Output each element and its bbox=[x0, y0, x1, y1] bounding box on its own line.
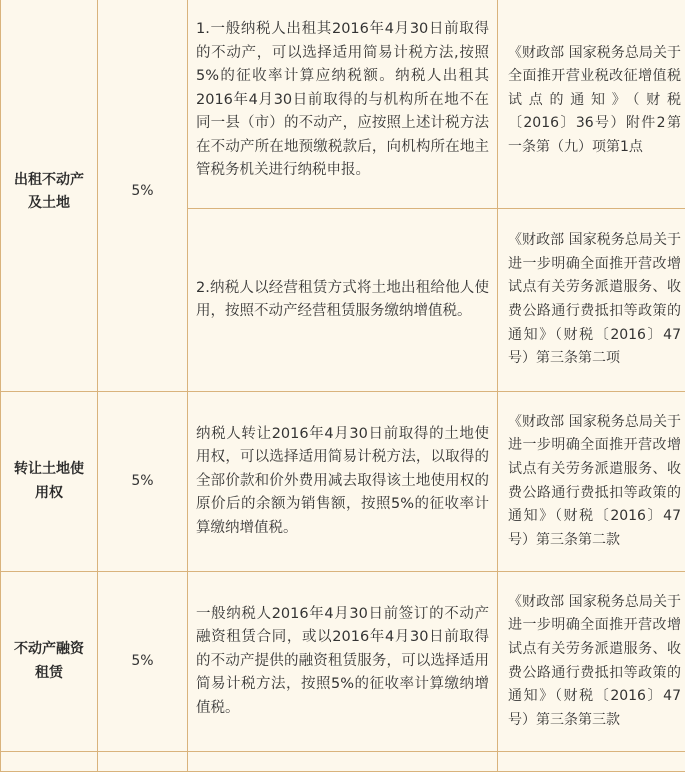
description-cell bbox=[188, 209, 498, 392]
description-text: 一般纳税人2016年4月30日前签订的不动产融资租赁合同，或以2016年4月30日前取得的不动产提供的融资租赁服务，可以选择适用简易计税方法，按照5%的征收率计算缴纳增值税。 bbox=[196, 603, 489, 721]
description-text: 1.一般纳税人出租其2016年4月30日前取得的不动产，可以选择适用简易计税方法,按照5%的征收率计算应纳税额。纳税人出租其2016年4月30日前取得的与机构所在地不在同一县（市）的不动产，应按照上述计税方法在不动产所在地预缴税款后，向机构所在地主管税务机关进行纳税申报。 bbox=[196, 18, 489, 183]
table-row bbox=[1, 0, 685, 209]
policy-basis-text: 《财政部 国家税务总局关于进一步明确全面推开营改增试点有关劳务派遣服务、收费公路通行费抵扣等政策的通知》（财税〔2016〕47号）第三条第二款 bbox=[508, 411, 681, 553]
policy-basis-cell bbox=[498, 0, 685, 209]
policy-basis-text: 《财政部 国家税务总局关于进一步明确全面推开营改增试点有关劳务派遣服务、收费公路通行费抵扣等政策的通知》（财税〔2016〕47号）第三条第三款 bbox=[508, 591, 681, 733]
rate-value: 5% bbox=[131, 653, 153, 669]
item-name: 转让土地使用权 bbox=[9, 458, 89, 505]
rate-cell bbox=[98, 572, 188, 752]
table-row bbox=[1, 392, 685, 572]
item-cell bbox=[1, 392, 98, 572]
description-cell bbox=[188, 0, 498, 209]
item-cell bbox=[1, 572, 98, 752]
description-text: 纳税人转让2016年4月30日前取得的土地使用权，可以选择适用简易计税方法，以取得的全部价款和价外费用减去取得该土地使用权的原价后的余额为销售额，按照5%的征收率计算缴纳增值税。 bbox=[196, 423, 489, 541]
rate-cell bbox=[98, 392, 188, 572]
description-cell bbox=[188, 572, 498, 752]
rate-value: 5% bbox=[131, 183, 153, 199]
item-cell bbox=[1, 0, 98, 392]
item-name: 不动产融资租赁 bbox=[9, 638, 89, 685]
policy-basis-cell bbox=[498, 209, 685, 392]
policy-basis-cell bbox=[498, 392, 685, 572]
policy-basis-cell bbox=[498, 572, 685, 752]
description-cell bbox=[188, 392, 498, 572]
policy-basis-text: 《财政部 国家税务总局关于全面推开营业税改征增值税试点的通知》（财税〔2016〕36号）附件2第一条第（九）项第1点 bbox=[508, 42, 681, 160]
policy-basis-text: 《财政部 国家税务总局关于进一步明确全面推开营改增试点有关劳务派遣服务、收费公路通行费抵扣等政策的通知》（财税〔2016〕47号）第三条第二项 bbox=[508, 229, 681, 371]
item-name: 出租不动产及土地 bbox=[9, 169, 89, 216]
table-row bbox=[1, 572, 685, 752]
rate-cell bbox=[98, 0, 188, 392]
rate-value: 5% bbox=[131, 473, 153, 489]
description-text: 2.纳税人以经营租赁方式将土地出租给他人使用，按照不动产经营租赁服务缴纳增值税。 bbox=[196, 277, 489, 324]
